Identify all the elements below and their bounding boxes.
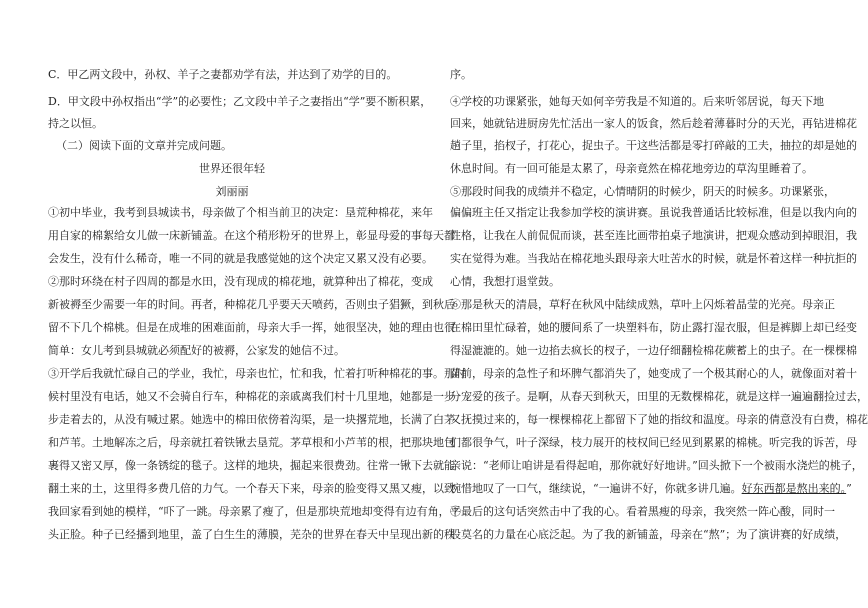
paragraph-2-line: 简单：女儿考到县城就必须配好的被褥，公家发的她信不过。 [48, 344, 345, 357]
paragraph-3-line: 我回家看到她的模样，“吓了一跳。母亲累了瘦了，但是那块荒地却变得有边有角，平 [48, 505, 461, 518]
option-d-line1: D．甲文段中孙权指出“学”的必要性；乙文段中羊子之妻指出“学”要不断积累， [48, 95, 432, 108]
paragraph-6-line: 得湿漉漉的。她一边掐去疯长的杈子，一边仔细翻检棉花蕨蓄上的虫子。在一棵棵棉 [450, 344, 857, 357]
paragraph-5-line: 偏偏班主任又指定让我参加学校的演讲赛。虽说我普通话比较标准，但是以我内向的 [450, 206, 857, 219]
paragraph-2-line: 新被褥至少需要一年的时间。再者，种棉花几乎要天天喷药，否则虫子猖獗，到秋后 [48, 298, 455, 311]
paragraph-3-line: 裹得又密又厚，像一条锈绽的毯子。这样的地块，掘起来很费劲。往常一锹下去就能 [48, 459, 455, 472]
paragraph-7-line: 股莫名的力量在心底泛起。为了我的新铺盖，母亲在“熬”；为了演讲赛的好成绩， [450, 528, 847, 541]
paragraph-5-line: 心情，我想打退堂鼓。 [450, 275, 560, 288]
paragraph-4-line: 休息时间。有一回可能是太累了，母亲竟然在棉花地旁边的草沟里睡着了。 [450, 162, 813, 175]
paragraph-6-line: ⑥那是秋天的清晨，草籽在秋风中陆续成熟，草叶上闪烁着晶莹的光亮。母亲正 [450, 298, 835, 311]
paragraph-5-line: ⑤那段时间我的成绩并不稳定，心情晴阴的时候少，阴天的时候多。功课紧张， [450, 185, 835, 198]
paragraph-2-line: ②那时环绕在村子四周的都是水田，没有现成的棉花地，就算种出了棉花，变成 [48, 275, 433, 288]
paragraph-3-line: 步走着去的，从没有喊过累。她选中的棉田依傍着沟渠，是一块撂荒地，长满了白茅 [48, 413, 455, 426]
paragraph-6-line: 苗前，母亲的急性子和坏脾气都消失了，她变成了一个极其耐心的人，就像面对着十 [450, 367, 857, 380]
paragraph-1-line: 会发生，没有什么稀奇，唯一不同的就是我感觉她的这个决定又累又没有必要。 [48, 252, 433, 265]
paragraph-6-line: 们都很争气，叶子深绿，枝力展开的枝权间已经见到累累的棉桃。听完我的诉苦，母 [450, 436, 857, 449]
section-heading: （二）阅读下面的文章并完成问题。 [56, 139, 232, 152]
paragraph-4-line: 回来，她就钻进厨房先忙活出一家人的饭食，然后趁着薄暮时分的天光，再钻进棉花 [450, 117, 857, 130]
paragraph-5-line: 实在觉得为难。当我站在棉花地头跟母亲大吐苦水的时候，就是怀着这样一种抗拒的 [450, 252, 857, 265]
paragraph-3-line: 翻土来的土，这里得多费几倍的力气。一个春天下来，母亲的脸变得又黑又瘦，以致 [48, 482, 455, 495]
paragraph-1-line: ①初中毕业，我考到县城读书，母亲做了个相当前卫的决定：垦荒种棉花，来年 [48, 206, 433, 219]
article-author: 刘丽丽 [215, 185, 249, 198]
paragraph-3-line: ③开学后我就忙碌自己的学业，我忙，母亲也忙，忙和我，忙着打听种棉花的事。那时 [48, 367, 466, 380]
paragraph-4-line: 趟子里，掐杈子，打花心，捉虫子。干这些活都是零打碎敲的工夫，抽拉的却是她的 [450, 139, 857, 152]
paragraph-3-end: 序。 [450, 68, 472, 81]
paragraph-6-line: 在棉田里忙碌着，她的腰间系了一块塑料布，防止露打湿衣服，但是裤脚上却已经变 [450, 321, 857, 334]
paragraph-2-line: 留不下几个棉桃。但是在成堆的困难面前，母亲大手一挥，她很坚决，她的理由也很 [48, 321, 455, 334]
paragraph-1-line: 用自家的棉絮给女儿做一床新铺盖。在这个稍形粉牙的世界上，彰显母爱的事每天都 [48, 229, 455, 242]
paragraph-3-line: 候村里没有电话，她又不会骑自行车，种棉花的亲戚离我们村十几里地，她都是一步 [48, 390, 455, 403]
paragraph-7-line: ⑦最后的这句话突然击中了我的心。看着黑瘦的母亲，我突然一阵心酸，同时一 [450, 505, 835, 518]
option-c: C．甲乙两文段中，孙权、羊子之妻都劝学有法，并达到了劝学的目的。 [48, 68, 398, 81]
option-d-line2: 持之以恒。 [48, 117, 103, 130]
paragraph-6-line: 亲说：“老师让咱讲是看得起咱，那你就好好地讲。”回头掀下一个被雨水浇烂的桃子， [450, 459, 863, 472]
closing-quote: ” [846, 482, 852, 495]
paragraph-6-last-line [450, 482, 852, 495]
paragraph-4-line: ④学校的功课紧张，她每天如何辛劳我是不知道的。后来听邻居说，每天下地 [450, 95, 824, 108]
paragraph-3-line: 和芦苇。土地解冻之后，母亲就扛着铁锹去垦荒。茅草根和小芦苇的根，把那块地包 [48, 436, 455, 449]
paragraph-6-line: 分宠爱的孩子。是啊，从春天到秋天，田里的无数棵棉花，就是这样一遍遍翻捡过去， [450, 390, 868, 403]
underlined-sentence: 好东西都是熬出来的。 [741, 482, 847, 495]
paragraph-3-line: 头正脸。种子已经播到地里，盖了白生生的薄膜，芜杂的世界在春天中呈现出新的秩 [48, 528, 455, 541]
paragraph-6-text: 惋惜地叹了一口气，继续说，“一遍讲不好，你就多讲几遍。 [450, 482, 742, 495]
paragraph-6-line: 又抚摸过来的，每一棵棵棉花上都留下了她的指纹和温度。母亲的倩意没有白费，棉花 [450, 413, 868, 426]
paragraph-5-line: 性格，让我在人前侃侃而谈，甚至连比画带拍桌子地演讲，把观众感动到掉眼泪，我 [450, 229, 857, 242]
article-title: 世界还很年轻 [199, 162, 265, 175]
